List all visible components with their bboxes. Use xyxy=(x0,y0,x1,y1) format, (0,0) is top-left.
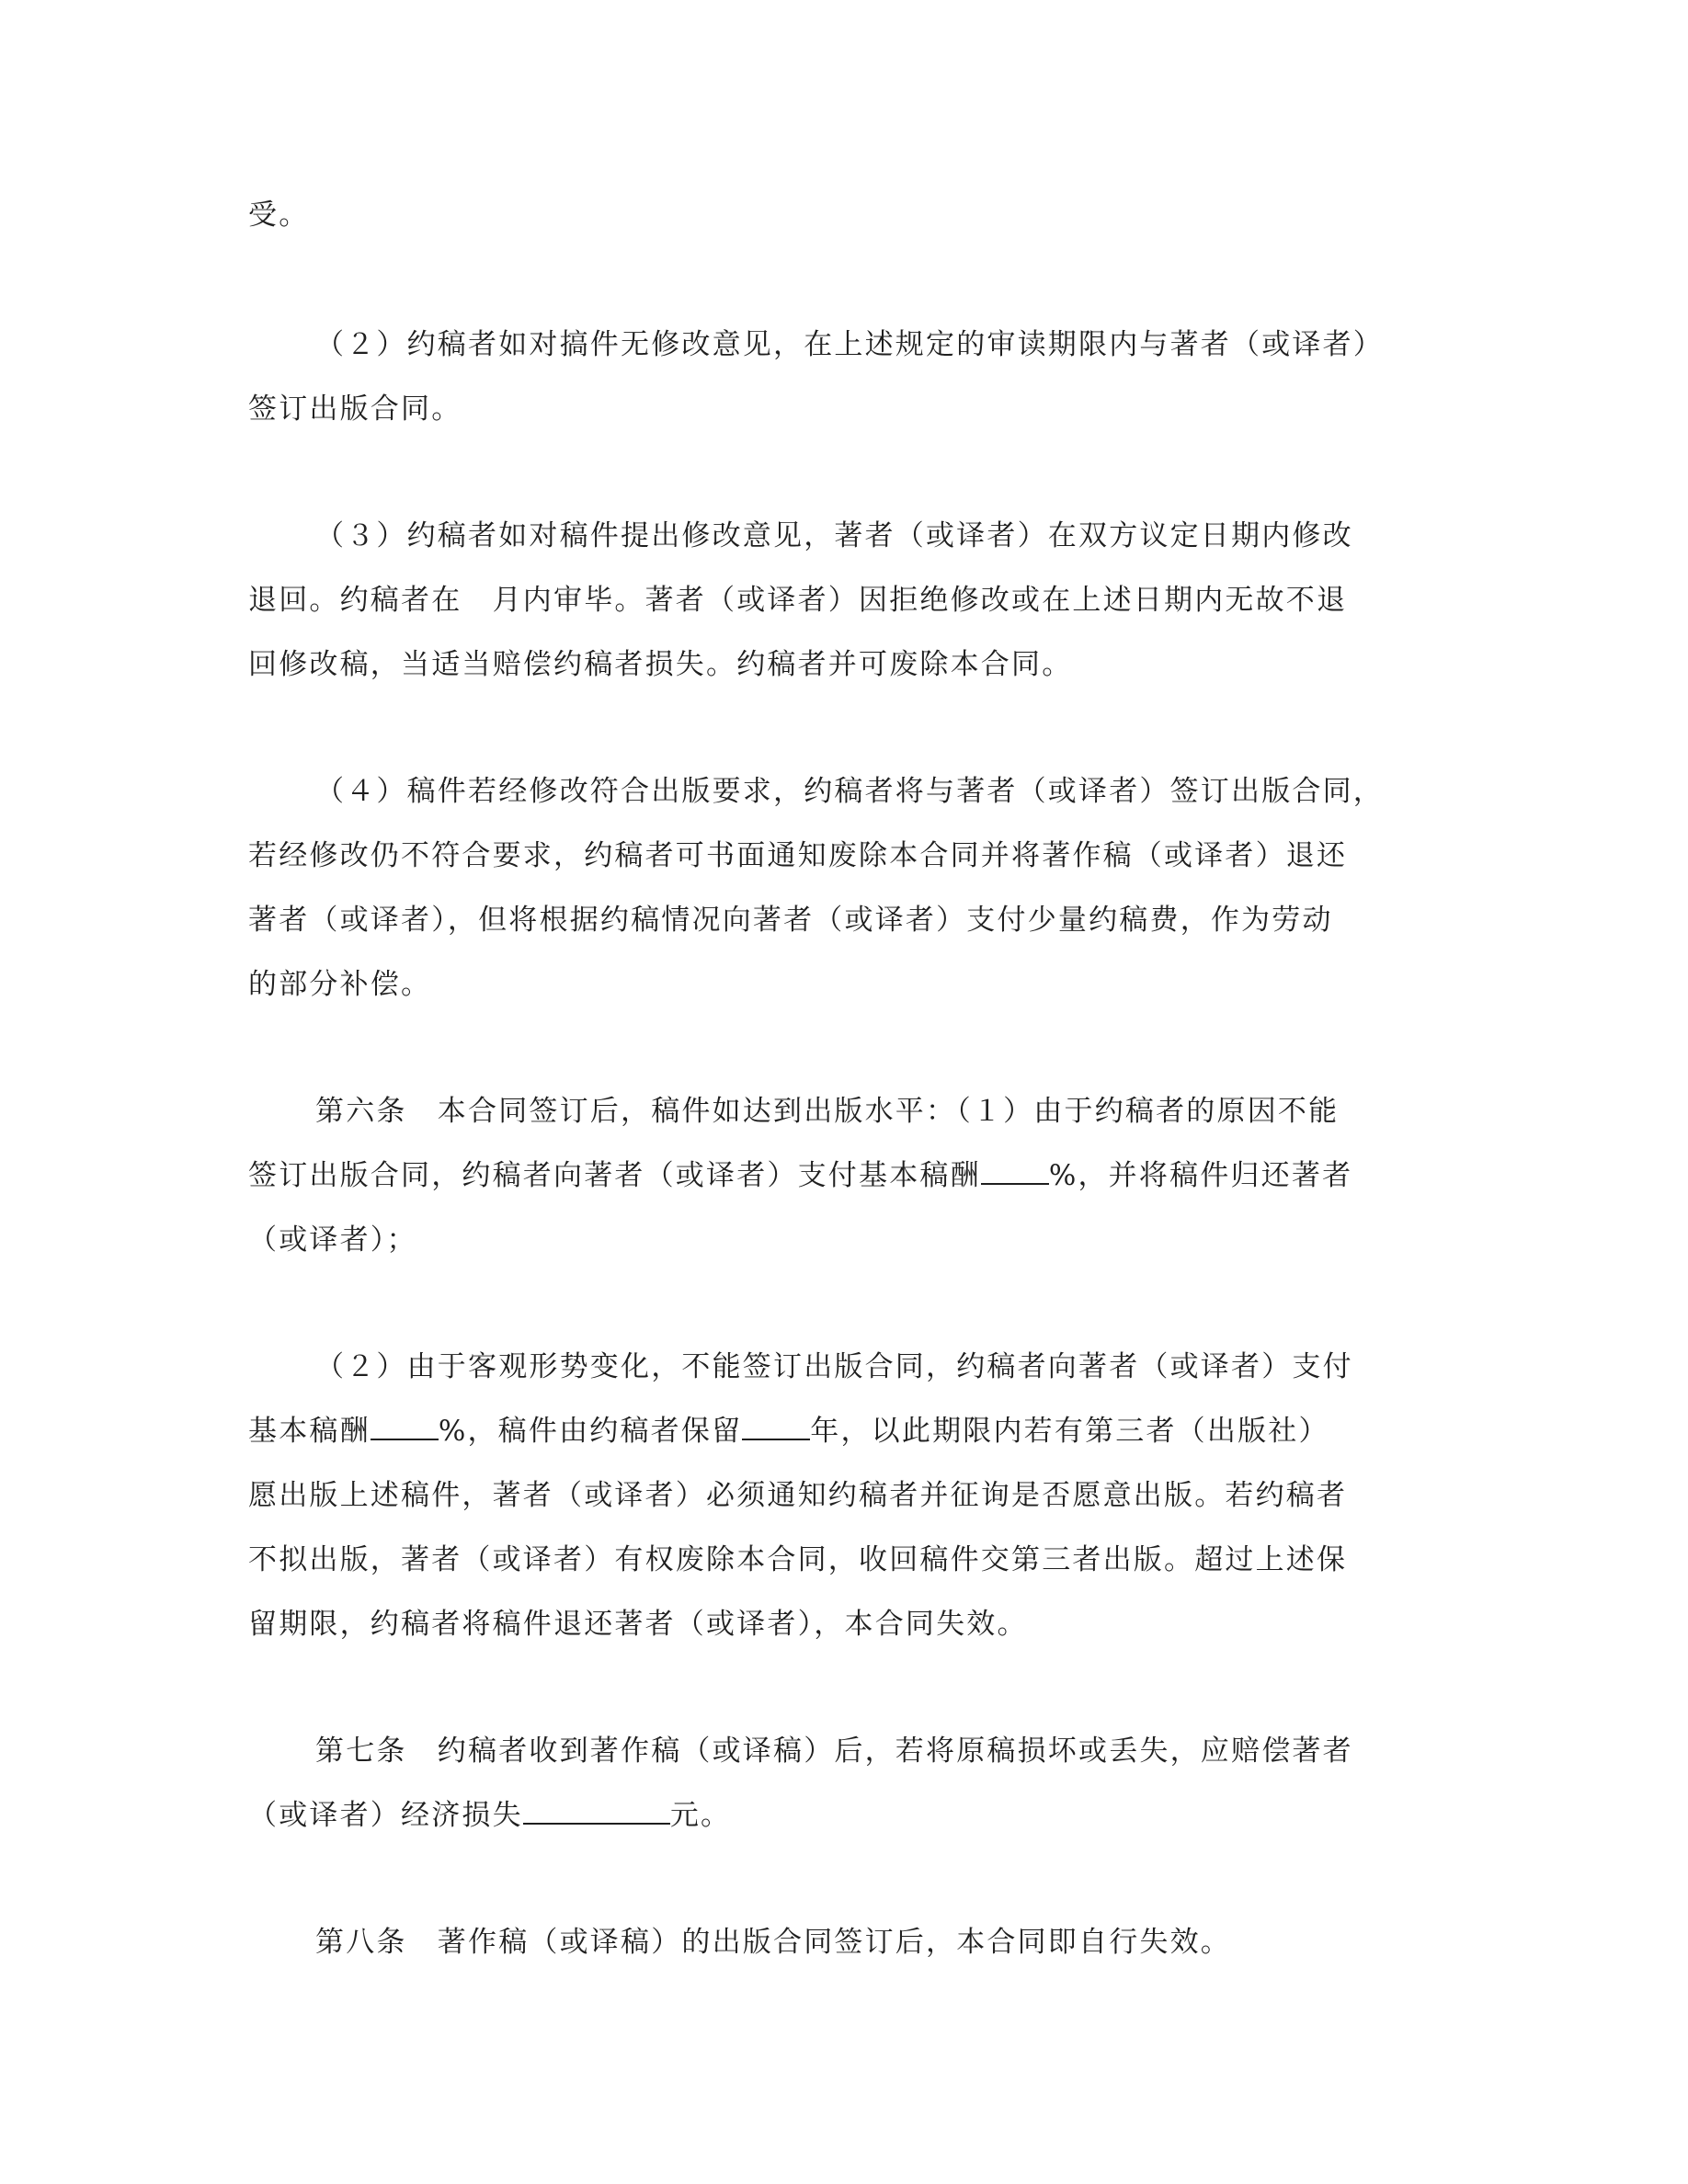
text-line: （２）由于客观形势变化，不能签订出版合同，约稿者向著者（或译者）支付 xyxy=(315,1350,1353,1383)
text-line: 回修改稿，当适当赔偿约稿者损失。约稿者并可废除本合同。 xyxy=(248,648,1073,681)
text-segment: %，稿件由约稿者保留 xyxy=(438,1415,743,1448)
text-line: 的部分补偿。 xyxy=(248,968,432,1001)
article-7-heading-line: 第七条 约稿者收到著作稿（或译稿）后，若将原稿损坏或丢失，应赔偿著者 xyxy=(315,1735,1353,1768)
article-8-heading-line: 第八条 著作稿（或译稿）的出版合同签订后，本合同即自行失效。 xyxy=(315,1926,1231,1959)
text-line xyxy=(248,1151,1443,1200)
fill-blank-percent[interactable] xyxy=(981,1152,1049,1185)
text-line: （或译者）； xyxy=(248,1223,417,1257)
text-line: （３）约稿者如对稿件提出修改意见，著者（或译者）在双方议定日期内修改 xyxy=(315,519,1353,552)
text-segment: 年，以此期限内若有第三者（出版社） xyxy=(810,1415,1329,1448)
text-line: 受。 xyxy=(248,199,310,232)
article-6-heading-line: 第六条 本合同签订后，稿件如达到出版水平：（１）由于约稿者的原因不能 xyxy=(315,1095,1340,1128)
text-line: 签订出版合同。 xyxy=(248,392,462,426)
fill-blank-percent[interactable] xyxy=(371,1407,439,1440)
text-line: 著者（或译者），但将根据约稿情况向著者（或译者）支付少量约稿费，作为劳动 xyxy=(248,904,1333,937)
text-segment: %，并将稿件归还著者 xyxy=(1048,1159,1353,1192)
text-line: 留期限，约稿者将稿件退还著者（或译者），本合同失效。 xyxy=(248,1608,1028,1641)
text-line: 不拟出版，著者（或译者）有权废除本合同，收回稿件交第三者出版。超过上述保 xyxy=(248,1543,1348,1576)
text-line: 愿出版上述稿件，著者（或译者）必须通知约稿者并征询是否愿意出版。若约稿者 xyxy=(248,1479,1348,1512)
text-line xyxy=(248,1791,1443,1840)
text-line: （２）约稿者如对搞件无修改意见，在上述规定的审读期限内与著者（或译者） xyxy=(315,328,1384,361)
text-line: 退回。约稿者在 月内审毕。著者（或译者）因拒绝修改或在上述日期内无故不退 xyxy=(248,584,1348,617)
text-segment: 基本稿酬 xyxy=(248,1415,371,1448)
text-segment: 元。 xyxy=(669,1799,732,1832)
fill-blank-years[interactable] xyxy=(742,1407,810,1440)
text-line xyxy=(248,1406,1443,1456)
fill-blank-amount[interactable] xyxy=(523,1792,670,1825)
text-segment: （或译者）经济损失 xyxy=(248,1799,523,1832)
text-line: （４）稿件若经修改符合出版要求，约稿者将与著者（或译者）签订出版合同， xyxy=(315,775,1384,808)
text-segment: 签订出版合同，约稿者向著者（或译者）支付基本稿酬 xyxy=(248,1159,981,1192)
text-line: 若经修改仍不符合要求，约稿者可书面通知废除本合同并将著作稿（或译者）退还 xyxy=(248,839,1348,872)
